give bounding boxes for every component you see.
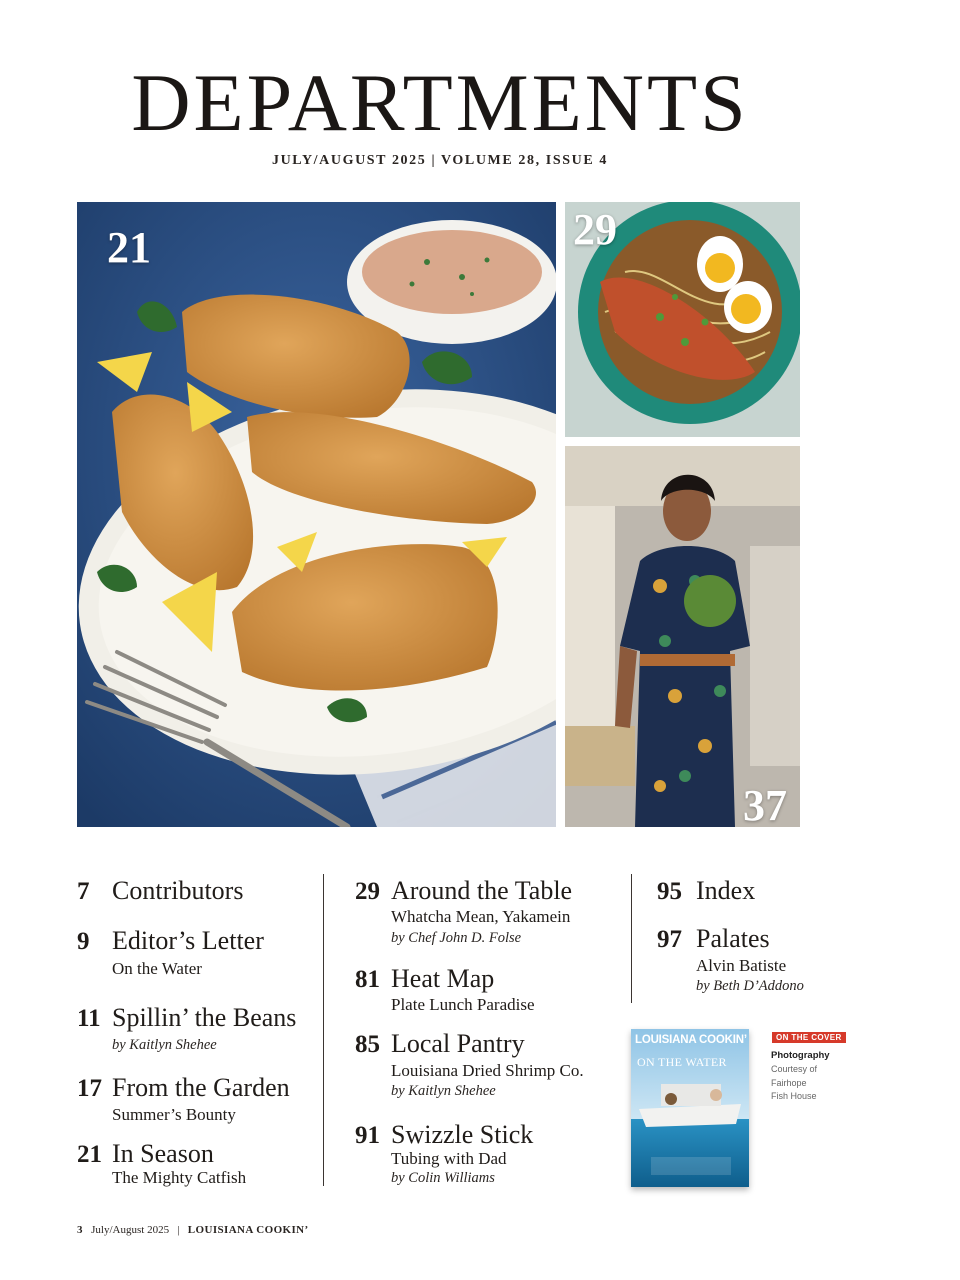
toc-title: In Season: [112, 1139, 214, 1168]
cover-credit-line: Fish House: [771, 1091, 817, 1101]
cover-illustration: [631, 1029, 749, 1187]
toc-page-number: 81: [355, 966, 380, 993]
toc-byline: by Colin Williams: [391, 1170, 495, 1186]
toc-subtitle: Plate Lunch Paradise: [391, 995, 535, 1014]
toc-title: From the Garden: [112, 1073, 290, 1102]
toc-entry-from-the-garden[interactable]: [77, 1075, 317, 1125]
cover-credit-line: Fairhope: [771, 1077, 807, 1088]
toc-entry-contributors[interactable]: [77, 878, 317, 908]
toc-page-number: 85: [355, 1031, 380, 1058]
toc-page-number: 21: [77, 1141, 102, 1168]
toc-page-number: 95: [657, 878, 682, 905]
toc-entry-around-the-table[interactable]: [355, 878, 625, 950]
toc-subtitle: Summer’s Bounty: [112, 1105, 236, 1124]
toc-subtitle: The Mighty Catfish: [112, 1168, 247, 1187]
cover-credit-line: Courtesy of: [771, 1064, 818, 1074]
toc-entry-index[interactable]: [657, 878, 857, 908]
photo-page-number-29: 29: [573, 205, 617, 254]
toc-entry-palates[interactable]: [657, 926, 857, 998]
photo-yakamein: [565, 202, 800, 437]
toc-page-number: 17: [77, 1075, 102, 1102]
folio-page-number: 3: [77, 1224, 83, 1236]
toc-byline: by Kaitlyn Shehee: [112, 1037, 217, 1053]
cover-headline: ON THE WATER: [637, 1055, 727, 1069]
page-folio: [77, 1224, 309, 1236]
toc-title: Palates: [696, 924, 770, 953]
toc-entry-editors-letter[interactable]: [77, 928, 317, 978]
column-divider-1: [323, 874, 324, 1186]
cover-credit-heading: Photography: [771, 1050, 830, 1061]
folio-date: July/August 2025: [91, 1224, 170, 1236]
issue-line: JULY/AUGUST 2025 | VOLUME 28, ISSUE 4: [272, 153, 608, 168]
toc-subtitle: Louisiana Dried Shrimp Co.: [391, 1061, 584, 1080]
toc-title: Spillin’ the Beans: [112, 1003, 297, 1032]
photo-page-number-37: 37: [743, 781, 787, 827]
column-divider-2: [631, 874, 632, 1003]
toc-subtitle: Alvin Batiste: [696, 956, 787, 975]
toc-title: Local Pantry: [391, 1029, 525, 1058]
toc-page-number: 9: [77, 928, 90, 955]
toc-entry-heat-map[interactable]: [355, 966, 625, 1016]
toc-subtitle: Whatcha Mean, Yakamein: [391, 907, 571, 926]
toc-title: Swizzle Stick: [391, 1120, 534, 1149]
toc-entry-spillin-the-beans[interactable]: [77, 1005, 317, 1055]
toc-byline: by Beth D’Addono: [696, 978, 804, 994]
on-the-cover-label: ON THE COVER: [772, 1032, 846, 1043]
toc-byline: by Chef John D. Folse: [391, 930, 522, 946]
toc-title: Contributors: [112, 876, 244, 905]
toc-entry-swizzle-stick[interactable]: [355, 1122, 625, 1194]
folio-magazine: LOUISIANA COOKIN’: [187, 1224, 309, 1236]
folio-separator: |: [177, 1224, 180, 1236]
toc-entry-local-pantry[interactable]: [355, 1031, 625, 1103]
photo-person: [565, 446, 800, 827]
toc-subtitle: On the Water: [112, 959, 202, 978]
toc-title: Editor’s Letter: [112, 926, 264, 955]
catfish-illustration: [77, 202, 556, 827]
cover-thumbnail[interactable]: [631, 1029, 749, 1187]
photo-page-number-21: 21: [107, 223, 151, 272]
toc-title: Around the Table: [391, 876, 573, 905]
toc-title: Heat Map: [391, 964, 495, 993]
toc-page-number: 29: [355, 878, 380, 905]
toc-page-number: 97: [657, 926, 682, 953]
photo-catfish: [77, 202, 556, 827]
toc-byline: by Kaitlyn Shehee: [391, 1083, 496, 1099]
toc-subtitle: Tubing with Dad: [391, 1149, 507, 1168]
cover-masthead: LOUISIANA COOKIN’: [635, 1034, 747, 1046]
person-illustration: [565, 446, 800, 827]
toc-entry-in-season[interactable]: [77, 1141, 317, 1191]
cover-credit: [771, 1063, 851, 1104]
page-title: DEPARTMENTS: [131, 57, 749, 148]
toc-title: Index: [696, 876, 756, 905]
toc-page-number: 91: [355, 1122, 380, 1149]
toc-page-number: 7: [77, 878, 90, 905]
toc-page-number: 11: [77, 1005, 101, 1032]
